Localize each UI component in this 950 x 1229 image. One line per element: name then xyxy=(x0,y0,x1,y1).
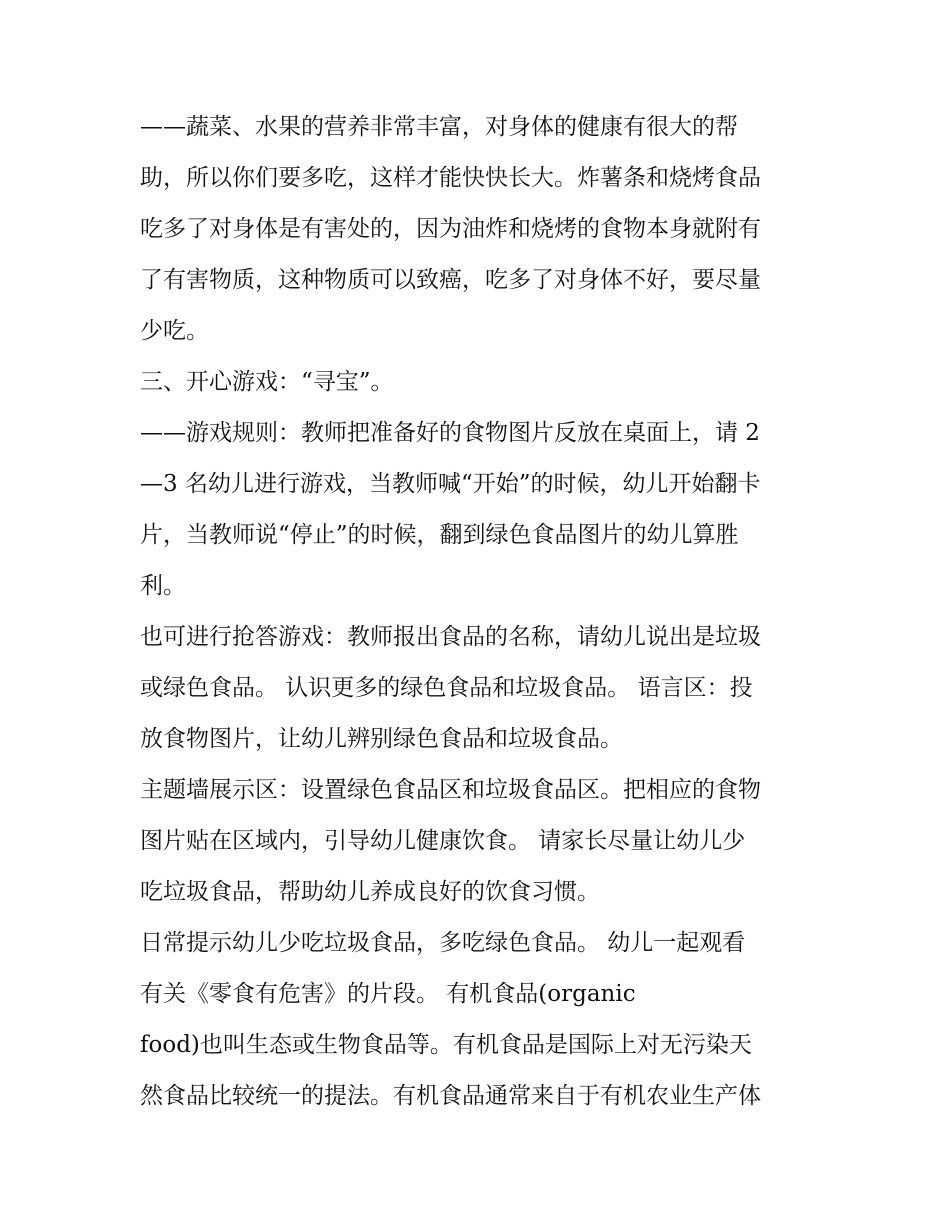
text-line: 然食品比较统一的提法。有机食品通常来自于有机农业生产体 xyxy=(140,1083,761,1109)
text-line: ——蔬菜、水果的营养非常丰富，对身体的健康有很大的帮 xyxy=(140,114,738,140)
text-line: 助，所以你们要多吃，这样才能快快长大。炸薯条和烧烤食品 xyxy=(140,165,761,191)
text-line: 吃多了对身体是有害处的，因为油炸和烧烤的食物本身就附有 xyxy=(140,216,761,242)
text-line: 或绿色食品。 认识更多的绿色食品和垃圾食品。 语言区：投 xyxy=(140,675,753,701)
text-line: 利。 xyxy=(140,573,186,599)
text-line: 主题墙展示区：设置绿色食品区和垃圾食品区。把相应的食物 xyxy=(140,777,761,803)
text-line: 吃垃圾食品，帮助幼儿养成良好的饮食习惯。 xyxy=(140,879,600,905)
text-line: 了有害物质，这种物质可以致癌，吃多了对身体不好，要尽量 xyxy=(140,267,761,293)
text-line: 有关《零食有危害》的片段。 有机食品(organic xyxy=(140,981,636,1007)
text-line: 图片贴在区域内，引导幼儿健康饮食。 请家长尽量让幼儿少 xyxy=(140,828,746,854)
text-line: 少吃。 xyxy=(140,318,209,344)
text-line: 放食物图片，让幼儿辨别绿色食品和垃圾食品。 xyxy=(140,726,623,752)
text-line: food)也叫生态或生物食品等。有机食品是国际上对无污染天 xyxy=(140,1032,752,1058)
text-line: 也可进行抢答游戏：教师报出食品的名称，请幼儿说出是垃圾 xyxy=(140,624,761,650)
section-heading: 三、开心游戏：“寻宝”。 xyxy=(140,369,394,395)
text-line: 片，当教师说“停止”的时候，翻到绿色食品图片的幼儿算胜 xyxy=(140,522,739,548)
text-line: 日常提示幼儿少吃垃圾食品，多吃绿色食品。 幼儿一起观看 xyxy=(140,930,746,956)
document-body xyxy=(140,102,830,1122)
text-line: ——游戏规则：教师把准备好的食物图片反放在桌面上，请 2 xyxy=(140,420,760,446)
text-line: —3 名幼儿进行游戏，当教师喊“开始”的时候，幼儿开始翻卡 xyxy=(140,471,761,497)
